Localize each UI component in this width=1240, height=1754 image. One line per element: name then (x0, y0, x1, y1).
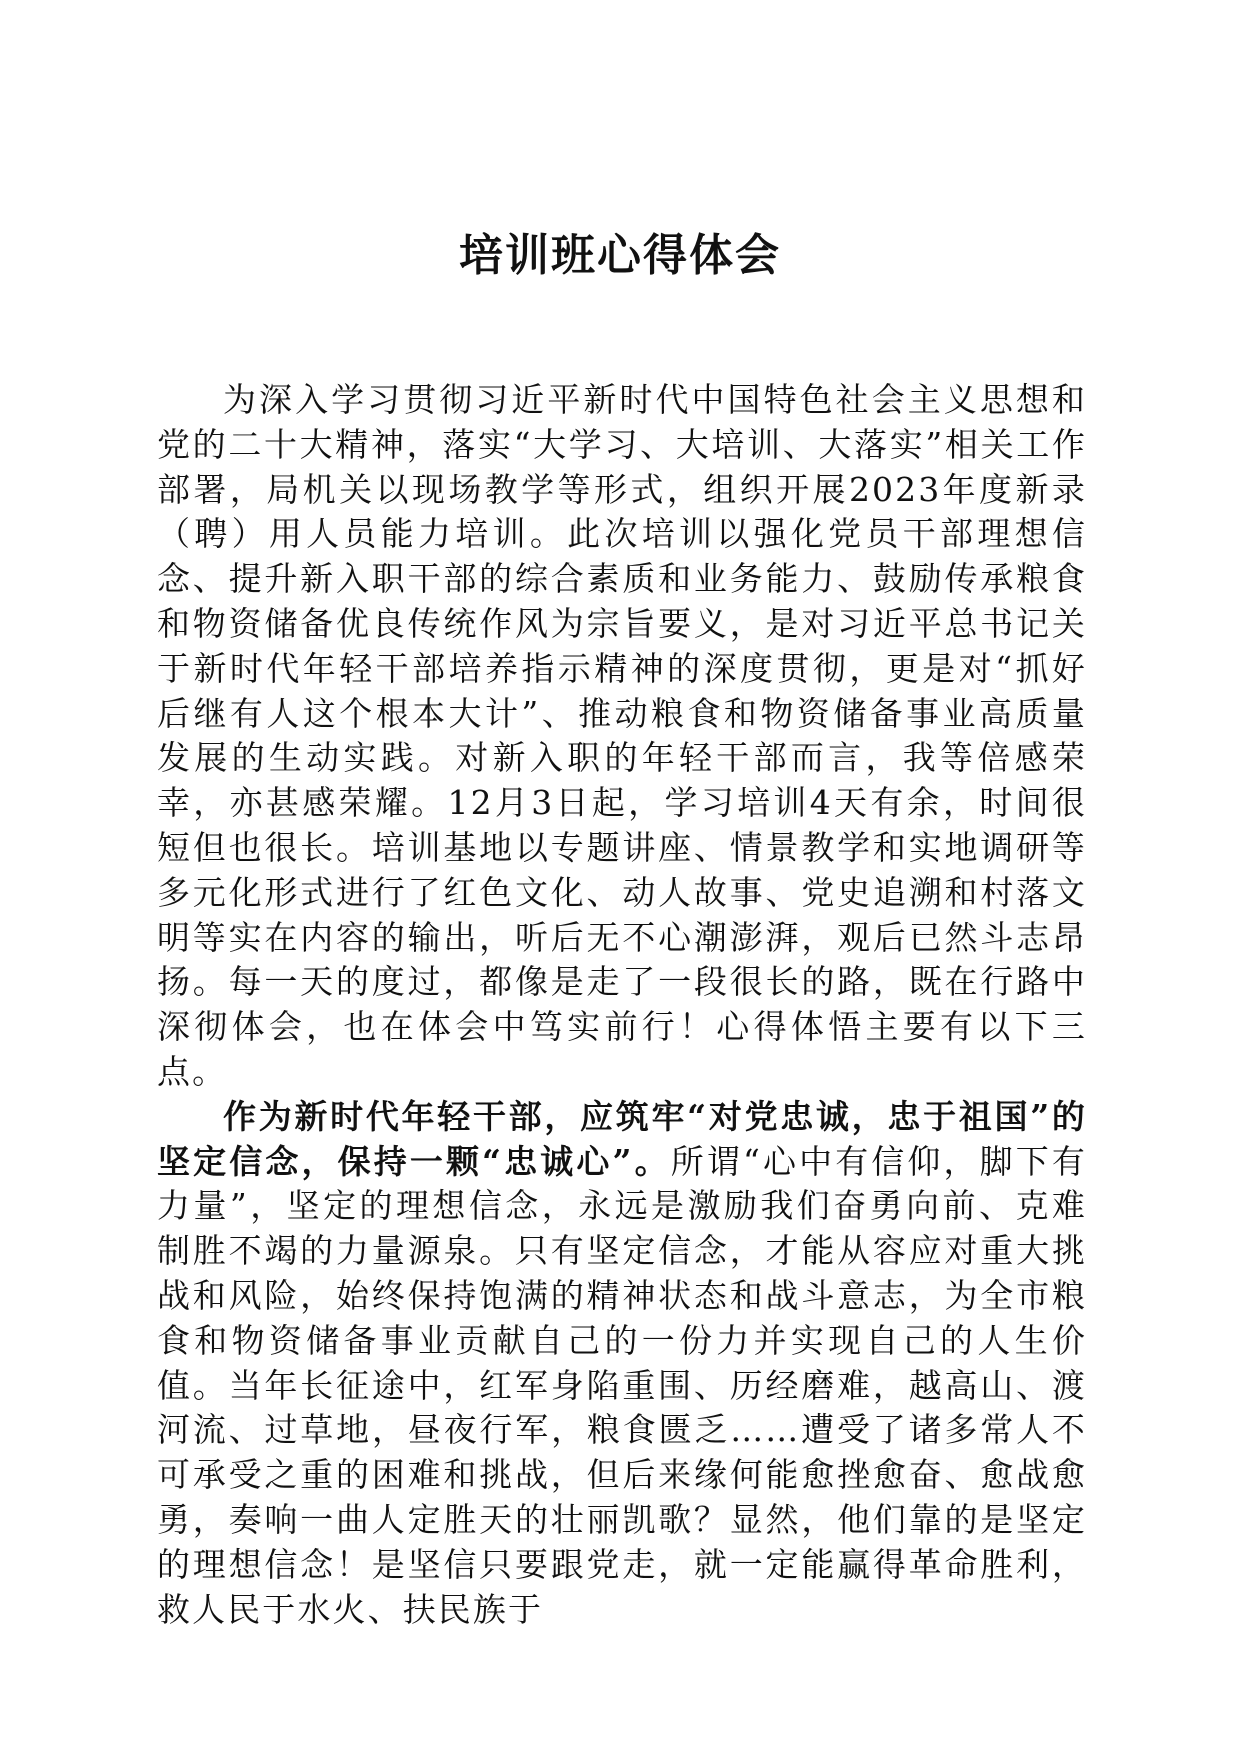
paragraph-text: 所谓“心中有信仰，脚下有力量”，坚定的理想信念，永远是激励我们奋勇向前、克难制胜不竭的力量源泉。只有坚定信念，才能从容应对重大挑战和风险，始终保持饱满的精神状态和战斗意志，为全市粮食和物资储备事业贡献自己的一份力并实现自己的人生价值。当年长征途中，红军身陷重围、历经磨难，越高山、渡河流、过草地，昼夜行军，粮食匮乏……遭受了诸多常人不可承受之重的困难和挑战，但后来缘何能愈挫愈奋、愈战愈勇，奏响一曲人定胜天的壮丽凯歌？显然，他们靠的是坚定的理想信念！是坚信只要跟党走，就一定能赢得革命胜利，救人民于水火、扶民族于 (157, 1141, 1087, 1629)
paragraph-intro (157, 378, 1087, 1095)
document-title: 培训班心得体会 (459, 230, 781, 281)
paragraph-loyalty (157, 1095, 1087, 1633)
paragraph-lead: 作为新时代年轻干部，应筑牢“对党忠诚，忠于祖国”的坚定信念，保持一颗“忠诚心”。 (157, 1096, 1087, 1181)
document-body (157, 378, 1087, 1632)
paragraph-text: 为深入学习贯彻习近平新时代中国特色社会主义思想和党的二十大精神，落实“大学习、大培训、大落实”相关工作部署，局机关以现场教学等形式，组织开展2023年度新录（聘）用人员能力培训。此次培训以强化党员干部理想信念、提升新入职干部的综合素质和业务能力、鼓励传承粮食和物资储备优良传统作风为宗旨要义，是对习近平总书记关于新时代年轻干部培养指示精神的深度贯彻，更是对“抓好后继有人这个根本大计”、推动粮食和物资储备事业高质量发展的生动实践。对新入职的年轻干部而言，我等倍感荣幸，亦甚感荣耀。12月3日起，学习培训4天有余，时间很短但也很长。培训基地以专题讲座、情景教学和实地调研等多元化形式进行了红色文化、动人故事、党史追溯和村落文明等实在内容的输出，听后无不心潮澎湃，观后已然斗志昂扬。每一天的度过，都像是走了一段很长的路，既在行路中深彻体会，也在体会中笃实前行！心得体悟主要有以下三点。 (157, 380, 1087, 1091)
